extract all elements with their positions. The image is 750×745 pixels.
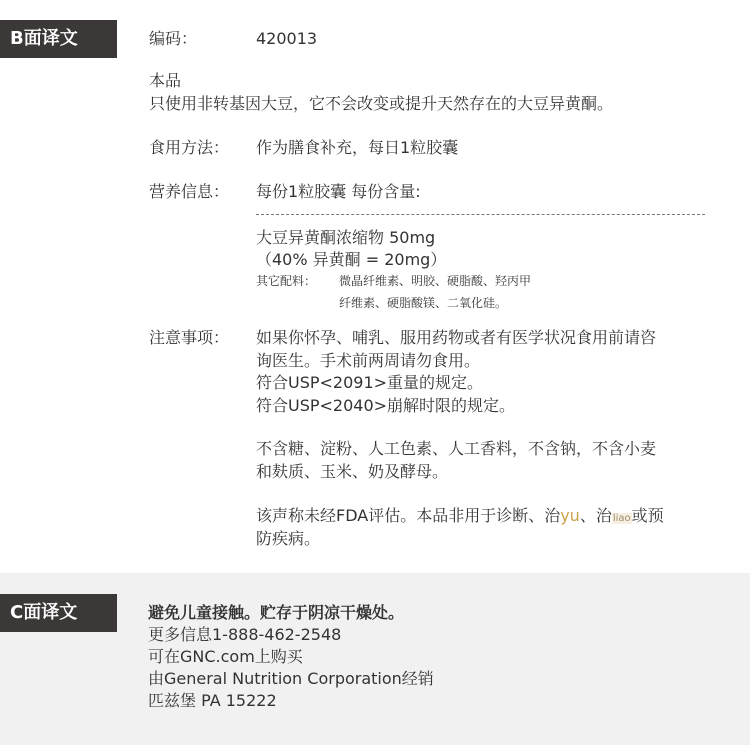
fda-line-2: 防疾病。 — [256, 529, 321, 548]
nutrition-header: 每份1粒胶囊 每份含量: — [256, 182, 421, 201]
other-ingredients-line-2: 纤维素、硬脂酸镁、二氧化硅。 — [339, 296, 508, 310]
other-ingredients-line-1: 微晶纤维素、明胶、硬脂酸、羟丙甲 — [339, 274, 532, 288]
distributor: 由General Nutrition Corporation经销 — [148, 669, 434, 688]
notes-line-3: 符合USP<2091>重量的规定。 — [256, 373, 484, 392]
code-value: 420013 — [256, 29, 318, 48]
notes-line-4: 符合USP<2040>崩解时限的规定。 — [256, 396, 516, 415]
notes-free-line-2: 和麸质、玉米、奶及酵母。 — [256, 462, 449, 481]
fda-line-1-part-b: yu — [560, 506, 580, 525]
product-label: 本品 — [149, 71, 182, 90]
product-description: 只使用非转基因大豆，它不会改变或提升天然存在的大豆异黄酮。 — [149, 94, 614, 113]
section-c-tag: C面译文 — [0, 594, 117, 632]
nutrition-label: 营养信息： — [149, 182, 230, 201]
notes-label: 注意事项： — [149, 328, 230, 347]
ingredient-line-1: 大豆异黄酮浓缩物 50mg — [256, 228, 436, 247]
notes-line-2: 询医生。手术前两周请勿食用。 — [256, 351, 481, 370]
other-ingredients-label: 其它配料： — [256, 274, 317, 288]
fda-line-1-part-e: 或预 — [631, 506, 664, 525]
fda-line-1-part-d: liao — [612, 513, 631, 524]
code-label: 编码： — [149, 29, 198, 48]
city-address: 匹兹堡 PA 15222 — [148, 691, 277, 710]
nutrition-divider — [256, 214, 705, 215]
fda-line-1-part-c: 、治 — [579, 506, 612, 525]
usage-value: 作为膳食补充，每日1粒胶囊 — [256, 138, 459, 157]
notes-line-1: 如果你怀孕、哺乳、服用药物或者有医学状况食用前请咨 — [256, 328, 657, 347]
fda-line-1-part-a: 该声称未经FDA评估。本品非用于诊断、治 — [256, 506, 561, 525]
notes-free-line-1: 不含糖、淀粉、人工色素、人工香料，不含钠，不含小麦 — [256, 439, 657, 458]
section-b-tag: B面译文 — [0, 20, 117, 58]
usage-label: 食用方法： — [149, 138, 230, 157]
fda-line-1 — [256, 505, 664, 530]
storage-warning: 避免儿童接触。贮存于阴凉干燥处。 — [148, 603, 405, 622]
ingredient-line-2: （40% 异黄酮 = 20mg） — [256, 250, 447, 269]
info-phone: 更多信息1-888-462-2548 — [148, 625, 342, 644]
section-c — [0, 573, 750, 745]
buy-online: 可在GNC.com上购买 — [148, 647, 303, 666]
